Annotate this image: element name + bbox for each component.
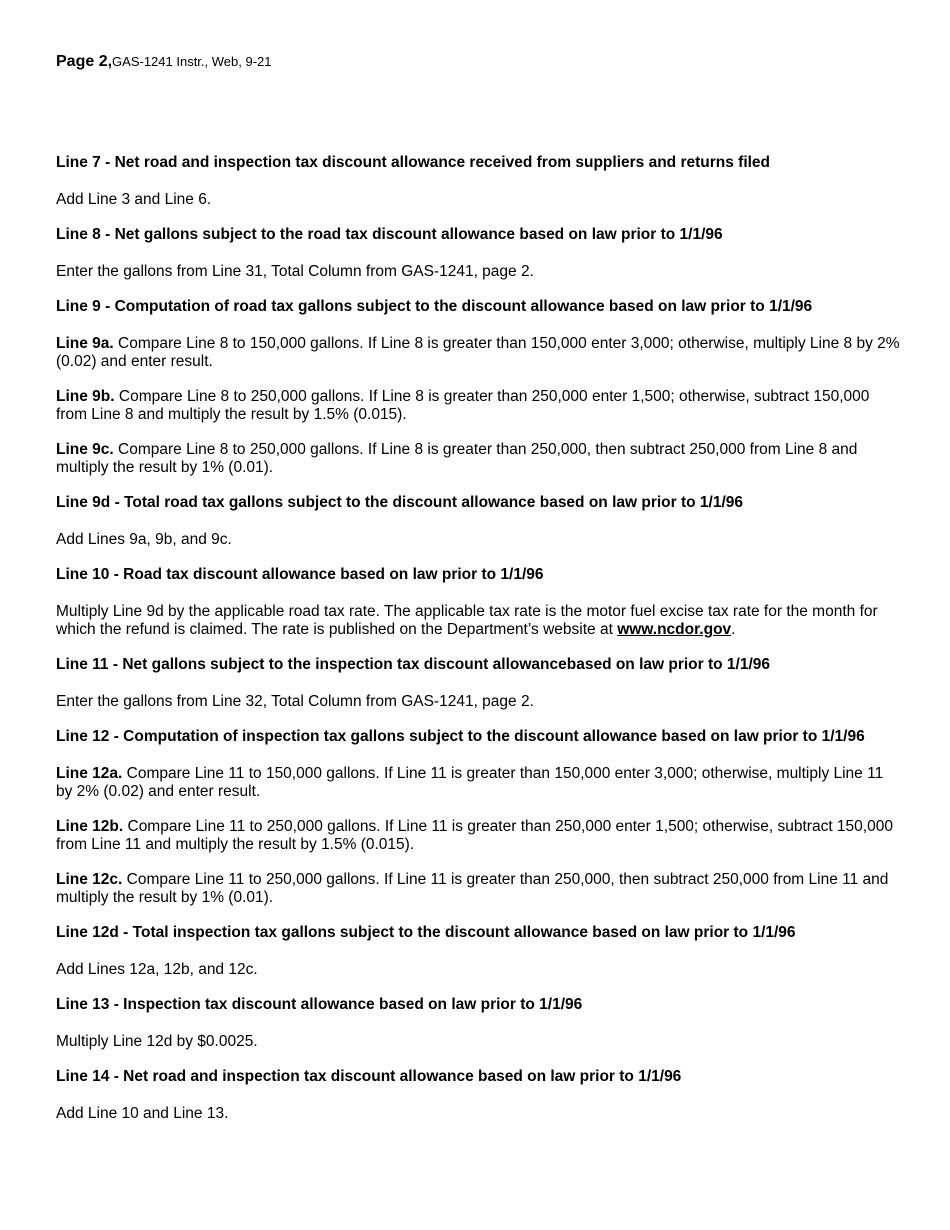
form-reference: GAS-1241 Instr., Web, 9-21: [112, 54, 272, 69]
line-12b-text: [56, 818, 902, 854]
line-9c-text: [56, 441, 902, 477]
line-9c-label: Line 9c.: [56, 441, 114, 458]
line-10-period: .: [731, 621, 736, 638]
line-12c-instruction: Compare Line 11 to 250,000 gallons. If Line 11 is greater than 250,000, then subtract 250,000 from Line 11 and multiply the result by 1% (0.01).: [56, 871, 889, 906]
ncdor-website-link[interactable]: www.ncdor.gov: [617, 621, 732, 638]
line-9b-label: Line 9b.: [56, 388, 115, 405]
line-9-heading: Line 9 - Computation of road tax gallons subject to the discount allowance based on law prior to 1/1/96: [56, 298, 813, 315]
line-9b-instruction: Compare Line 8 to 250,000 gallons. If Line 8 is greater than 250,000 enter 1,500; otherwise, subtract 150,000 from Line 8 and multiply the result by 1.5% (0.015).: [56, 388, 870, 423]
line-12b-instruction: Compare Line 11 to 250,000 gallons. If Line 11 is greater than 250,000 enter 1,500; otherwise, subtract 150,000 from Line 11 and multiply the result by 1.5% (0.015).: [56, 818, 893, 853]
line-12b-label: Line 12b.: [56, 818, 124, 835]
line-14-heading: Line 14 - Net road and inspection tax discount allowance based on law prior to 1/1/96: [56, 1068, 682, 1085]
line-12a-text: [56, 765, 902, 801]
line-9a-text: [56, 335, 902, 371]
line-12d-text: Add Lines 12a, 12b, and 12c.: [56, 961, 258, 978]
line-8-heading: Line 8 - Net gallons subject to the road tax discount allowance based on law prior to 1/1/96: [56, 226, 723, 243]
line-9d-text: Add Lines 9a, 9b, and 9c.: [56, 531, 232, 548]
line-12-heading: Line 12 - Computation of inspection tax gallons subject to the discount allowance based on law prior to 1/1/96: [56, 728, 865, 745]
line-11-heading: Line 11 - Net gallons subject to the inspection tax discount allowancebased on law prior to 1/1/96: [56, 656, 771, 673]
line-7-heading: Line 7 - Net road and inspection tax discount allowance received from suppliers and returns filed: [56, 154, 771, 171]
page-header: [56, 53, 271, 71]
line-9c-instruction: Compare Line 8 to 250,000 gallons. If Line 8 is greater than 250,000, then subtract 250,000 from Line 8 and multiply the result by 1% (0.01).: [56, 441, 858, 476]
line-12c-text: [56, 871, 902, 907]
line-12d-heading: Line 12d - Total inspection tax gallons subject to the discount allowance based on law prior to 1/1/96: [56, 924, 796, 941]
line-12c-label: Line 12c.: [56, 871, 123, 888]
line-11-text: Enter the gallons from Line 32, Total Column from GAS-1241, page 2.: [56, 693, 534, 710]
line-10-text: [56, 603, 902, 639]
line-12a-label: Line 12a.: [56, 765, 123, 782]
line-12a-instruction: Compare Line 11 to 150,000 gallons. If Line 11 is greater than 150,000 enter 3,000; otherwise, multiply Line 11 by 2% (0.02) and enter result.: [56, 765, 884, 800]
line-14-text: Add Line 10 and Line 13.: [56, 1105, 229, 1122]
page-number: Page 2,: [56, 53, 113, 70]
line-13-text: Multiply Line 12d by $0.0025.: [56, 1033, 258, 1050]
line-7-text: Add Line 3 and Line 6.: [56, 191, 212, 208]
line-9a-label: Line 9a.: [56, 335, 114, 352]
line-9d-heading: Line 9d - Total road tax gallons subject to the discount allowance based on law prior to 1/1/96: [56, 494, 744, 511]
line-13-heading: Line 13 - Inspection tax discount allowance based on law prior to 1/1/96: [56, 996, 583, 1013]
line-9b-text: [56, 388, 902, 424]
line-10-heading: Line 10 - Road tax discount allowance based on law prior to 1/1/96: [56, 566, 544, 583]
line-8-text: Enter the gallons from Line 31, Total Column from GAS-1241, page 2.: [56, 263, 534, 280]
line-9a-instruction: Compare Line 8 to 150,000 gallons. If Line 8 is greater than 150,000 enter 3,000; otherwise, multiply Line 8 by 2% (0.02) and enter result.: [56, 335, 900, 370]
instructions-body: [56, 154, 902, 1140]
line-10-instruction: Multiply Line 9d by the applicable road tax rate. The applicable tax rate is the motor fuel excise tax rate for the month for which the refund is claimed. The rate is published on the Department’s website at: [56, 603, 878, 638]
